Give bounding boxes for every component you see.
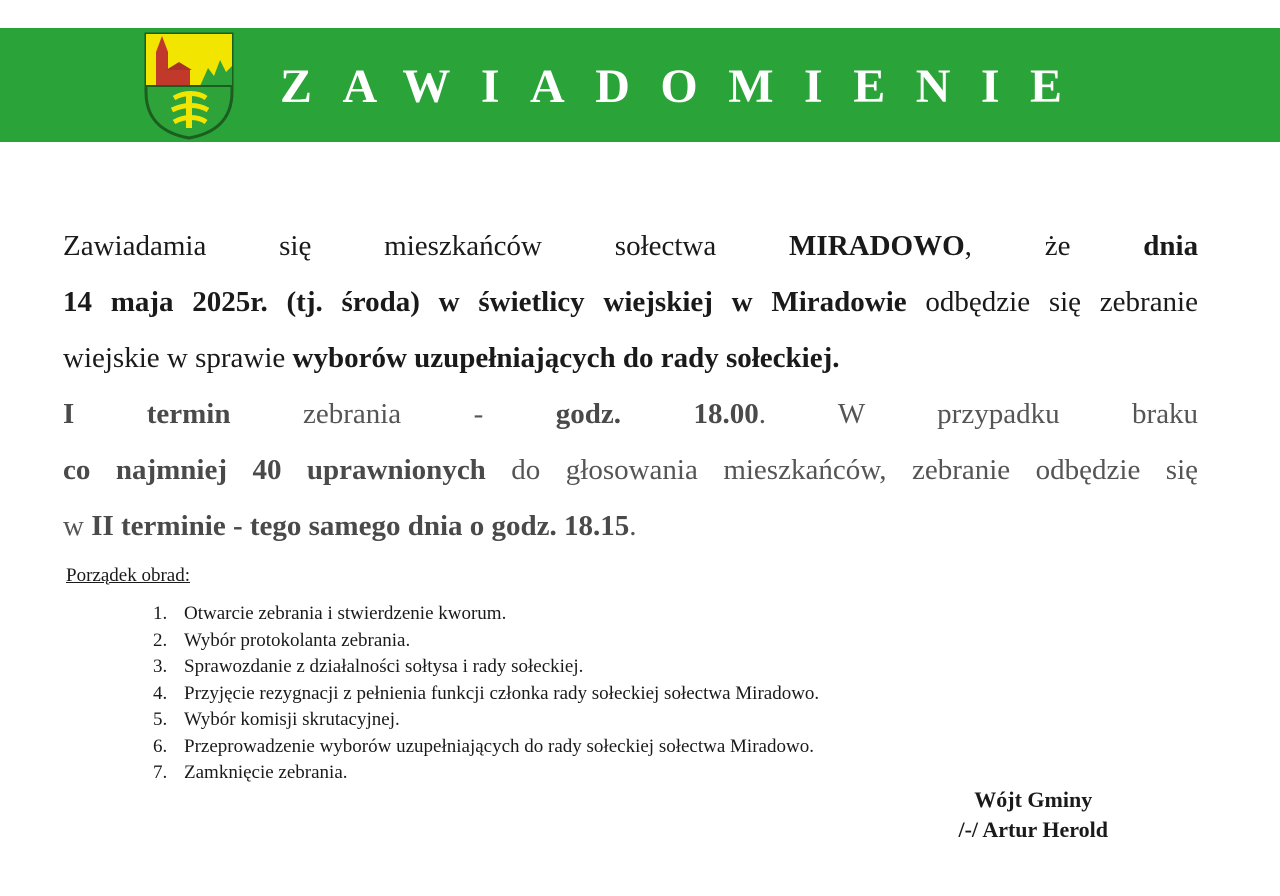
list-item: 4. Przyjęcie rezygnacji z pełnienia funkcji członka rady sołeckiej sołectwa Miradowo. bbox=[153, 682, 820, 704]
list-item: 6. Przeprowadzenie wyborów uzupełniających do rady sołeckiej sołectwa Miradowo. bbox=[153, 735, 814, 757]
list-item: 3. Sprawozdanie z działalności sołtysa i rady sołeckiej. bbox=[153, 656, 584, 677]
meeting-subject: wyborów uzupełniających do rady sołeckiej. bbox=[292, 342, 840, 374]
quorum-requirement: co najmniej 40 uprawnionych bbox=[63, 454, 486, 486]
notice-line: I termin zebrania - godz. 18.00. W przypadku braku bbox=[63, 398, 1199, 430]
list-item: 2. Wybór protokolanta zebrania. bbox=[153, 629, 411, 651]
notice-word: sołectwa bbox=[614, 230, 717, 262]
meeting-date-place: 14 maja 2025r. (tj. środa) w świetlicy wiejskiej w Miradowie bbox=[63, 286, 907, 318]
signature-name: /-/ Artur Herold bbox=[958, 817, 1108, 842]
notice-word: Zawiadamia bbox=[63, 230, 207, 262]
signature-block bbox=[958, 785, 1108, 845]
list-item: 1. Otwarcie zebrania i stwierdzenie kworum. bbox=[153, 603, 507, 624]
village-name: MIRADOWO bbox=[789, 230, 965, 262]
notice-line: wiejskie w sprawie wyborów uzupełniających do rady sołeckiej. bbox=[63, 342, 840, 374]
notice-word: że bbox=[1044, 230, 1071, 262]
notice-word: się bbox=[279, 230, 312, 262]
notice-line: co najmniej 40 uprawnionych do głosowania mieszkańców, zebranie odbędzie się bbox=[63, 454, 1199, 486]
notice-paragraph-1 bbox=[63, 218, 1198, 386]
notice-line: 14 maja 2025r. (tj. środa) w świetlicy wiejskiej w Miradowie odbędzie się zebranie bbox=[63, 286, 1198, 318]
page-title: ZAWIADOMIENIE bbox=[280, 60, 1093, 113]
first-term-time: 18.00 bbox=[693, 398, 759, 430]
coat-of-arms-icon bbox=[142, 30, 236, 140]
agenda-list bbox=[153, 601, 819, 787]
signature-title: Wójt Gminy bbox=[974, 787, 1093, 812]
notice-line: Zawiadamia się mieszkańców sołectwa MIRADOWO, że dnia bbox=[63, 230, 1199, 262]
notice-paragraph-2 bbox=[63, 386, 1198, 554]
agenda-label: Porządek obrad: bbox=[66, 565, 190, 586]
notice-word: dnia bbox=[1143, 230, 1199, 262]
list-item: 5. Wybór komisji skrutacyjnej. bbox=[153, 709, 400, 730]
notice-line: w II terminie - tego samego dnia o godz. 18.15. bbox=[63, 510, 637, 542]
second-term-time: II terminie - tego samego dnia o godz. 18.15 bbox=[91, 510, 630, 542]
list-item: 7. Zamknięcie zebrania. bbox=[153, 762, 348, 783]
notice-word: mieszkańców bbox=[384, 230, 542, 262]
